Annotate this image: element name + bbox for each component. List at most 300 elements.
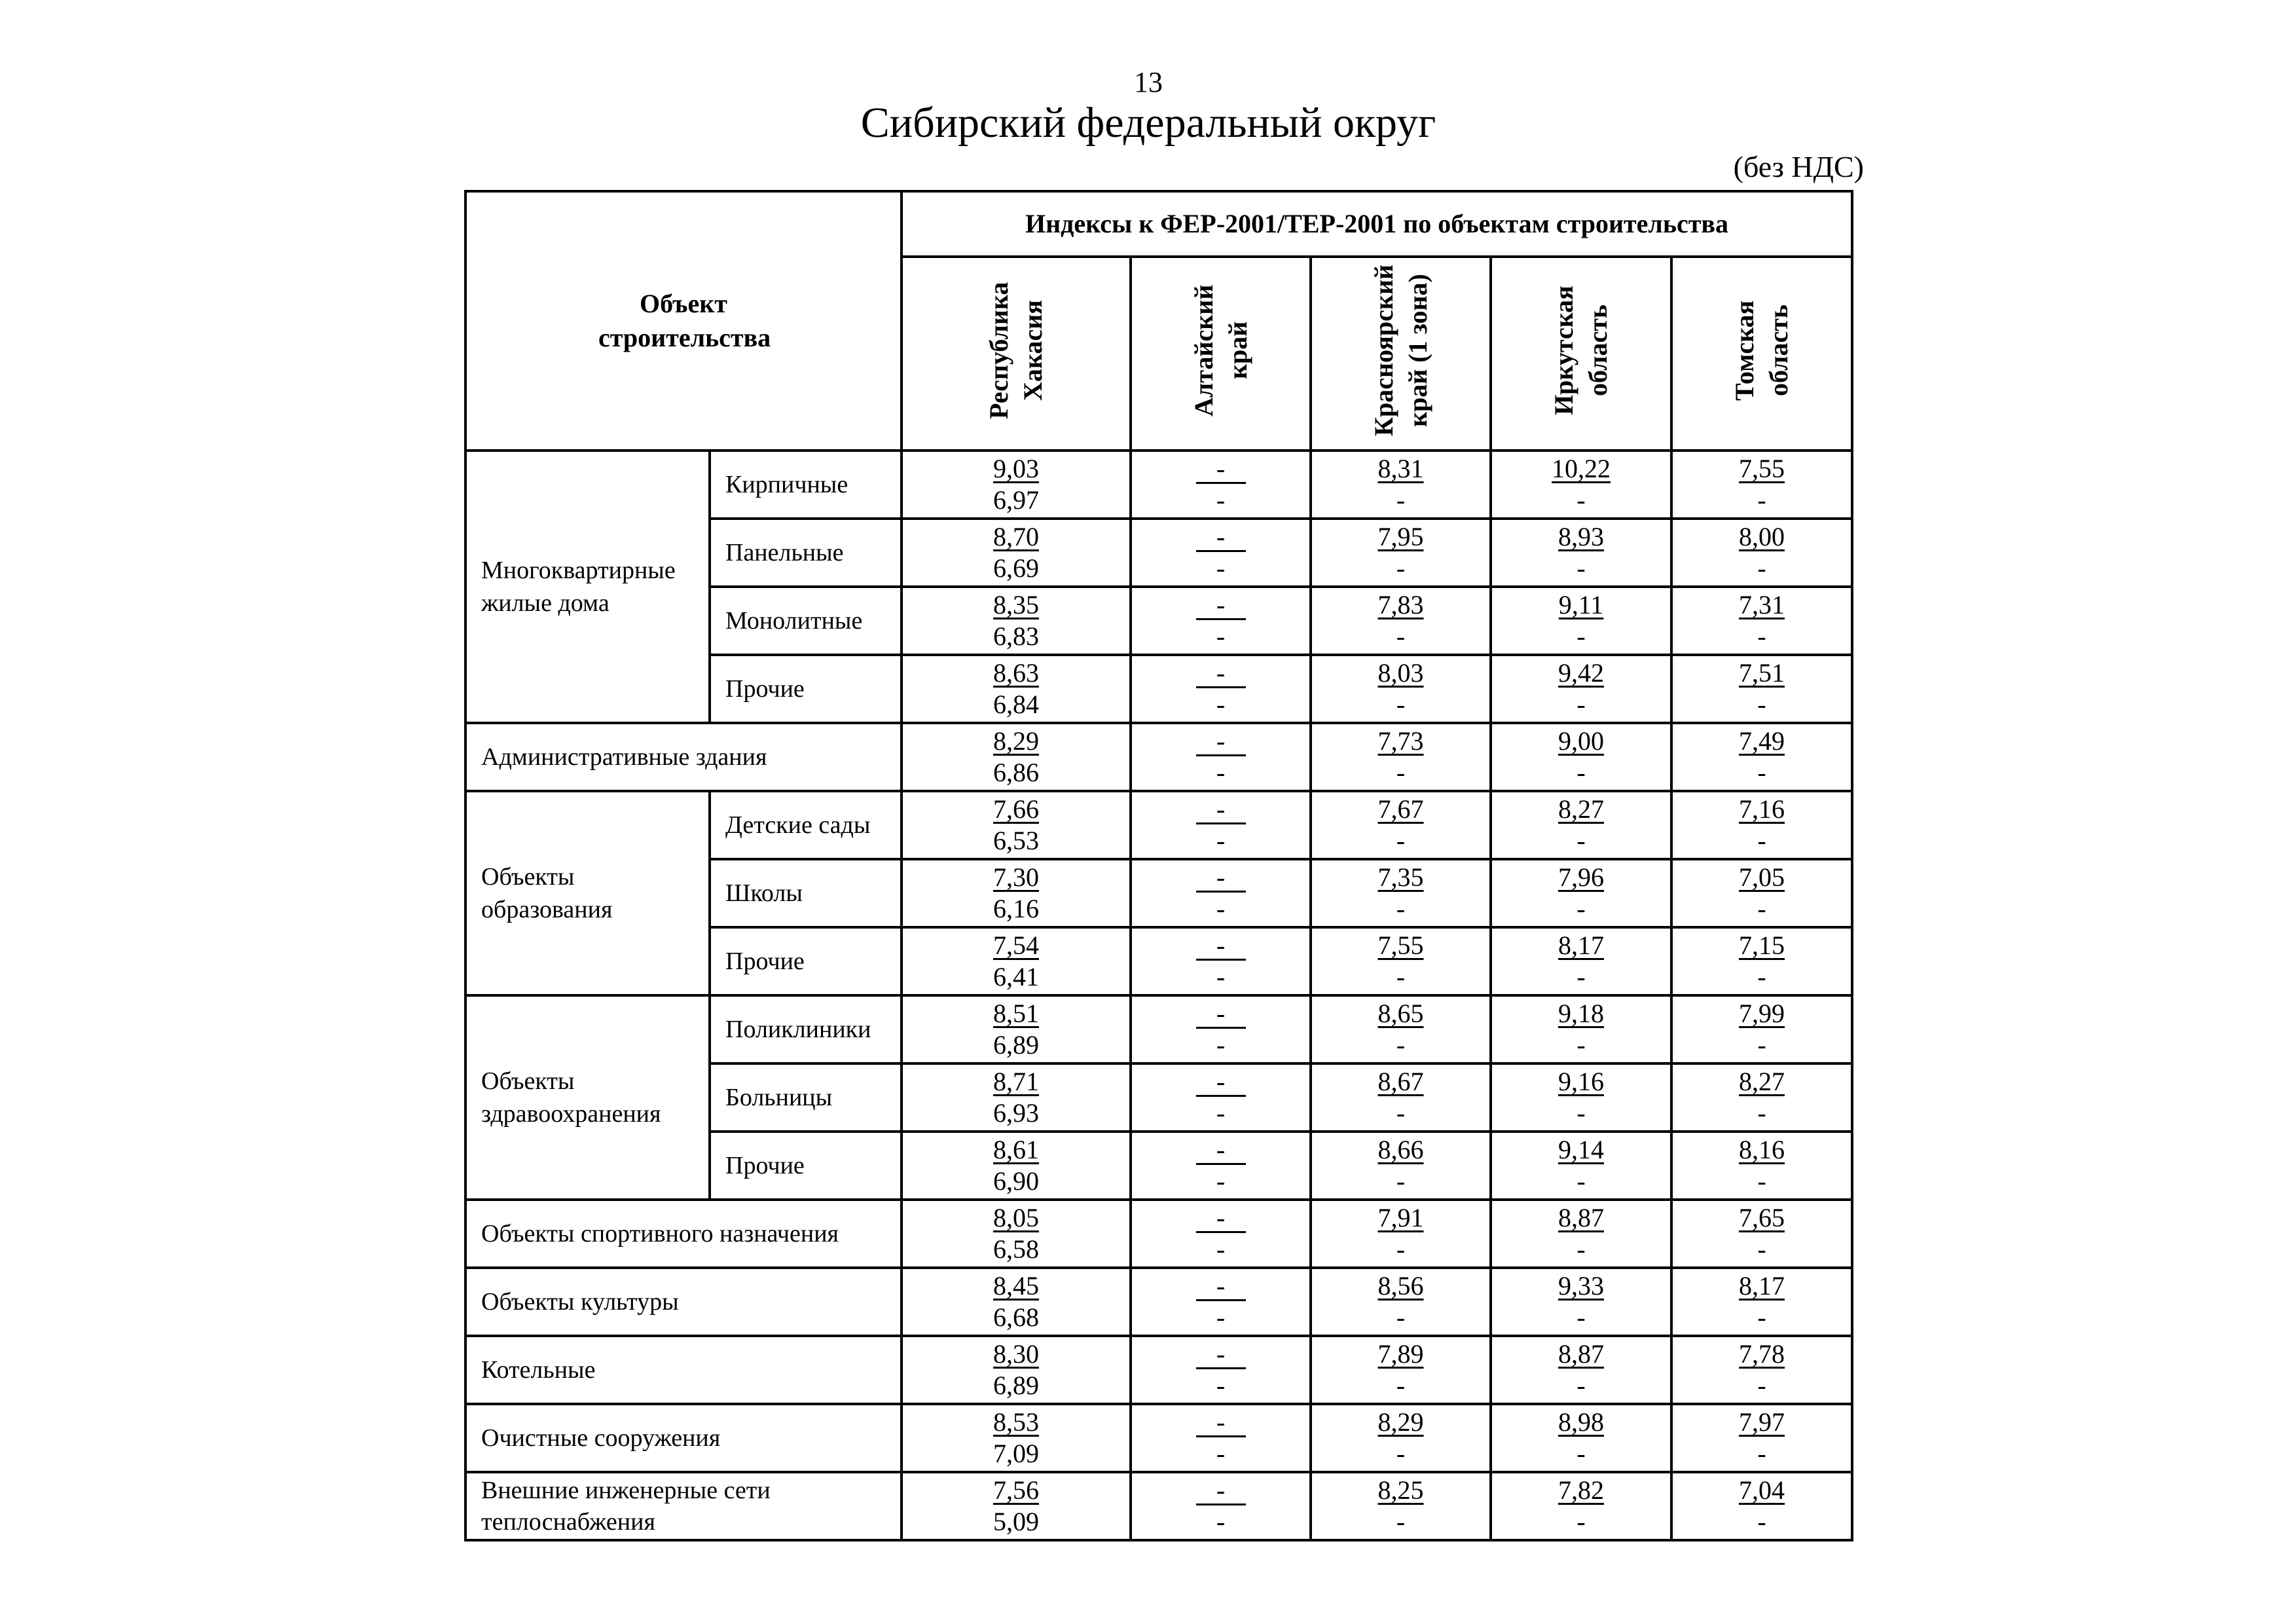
- object-header-text: Объект строительства: [598, 289, 771, 352]
- index-cell: [1491, 1063, 1671, 1132]
- index-ter-value: 6,90: [993, 1166, 1039, 1196]
- index-fer-value: [1492, 862, 1670, 893]
- index-cell: [1311, 723, 1491, 791]
- index-fer-text: -: [1196, 524, 1246, 552]
- index-ter-value: -: [1576, 1302, 1586, 1332]
- index-fer-value: [1312, 1202, 1489, 1234]
- index-fer-value: [1312, 862, 1489, 893]
- index-fer-text: 7,55: [1739, 454, 1785, 483]
- object-label: Внешние инженерные сети теплоснабжения: [465, 1472, 902, 1540]
- index-cell: [1671, 859, 1852, 927]
- index-cell: [1131, 791, 1311, 859]
- index-fer-text: 9,00: [1558, 726, 1604, 756]
- index-fer-value: [1492, 1475, 1670, 1506]
- index-fer-text: 7,31: [1739, 590, 1785, 619]
- index-fer-value: [1492, 589, 1670, 621]
- index-fer-text: 7,96: [1558, 862, 1604, 892]
- index-fer-value: [1492, 1270, 1670, 1302]
- index-fer-text: 8,29: [1377, 1407, 1424, 1437]
- index-fer-text: 7,95: [1377, 522, 1424, 551]
- index-fer-value: [903, 1407, 1129, 1438]
- table-row: [465, 1404, 1852, 1472]
- index-fer-value: [903, 1202, 1129, 1234]
- table-row: [465, 1336, 1852, 1404]
- index-cell: [1671, 655, 1852, 723]
- index-fer-value: [1312, 1066, 1489, 1098]
- index-cell: [1671, 587, 1852, 655]
- index-ter-value: 6,84: [993, 690, 1039, 719]
- index-fer-text: 9,14: [1558, 1135, 1604, 1164]
- index-ter-value: -: [1396, 621, 1406, 651]
- index-fer-text: 7,16: [1739, 794, 1785, 824]
- index-ter-value: -: [1576, 1439, 1586, 1468]
- index-ter-value: 6,89: [993, 1371, 1039, 1400]
- index-cell: [1671, 519, 1852, 587]
- index-cell: [1491, 519, 1671, 587]
- index-fer-text: 8,17: [1558, 931, 1604, 960]
- index-ter-value: -: [1396, 553, 1406, 583]
- index-fer-text: -: [1196, 1409, 1246, 1437]
- index-ter-value: -: [1396, 1507, 1406, 1536]
- index-fer-text: 8,53: [993, 1407, 1039, 1437]
- region-header: [902, 257, 1131, 451]
- index-cell: [1131, 1336, 1311, 1404]
- index-fer-text: -: [1196, 1273, 1246, 1301]
- index-fer-text: -: [1196, 1477, 1246, 1505]
- index-ter-value: -: [1757, 485, 1766, 515]
- index-fer-text: 7,56: [993, 1475, 1039, 1505]
- index-fer-text: 8,61: [993, 1135, 1039, 1164]
- index-fer-text: 8,87: [1558, 1339, 1604, 1369]
- index-ter-value: -: [1576, 894, 1586, 923]
- subgroup-label: Панельные: [710, 519, 902, 587]
- index-cell: [902, 1200, 1131, 1268]
- index-cell: [1491, 1268, 1671, 1336]
- index-fer-text: 7,05: [1739, 862, 1785, 892]
- index-cell: [1671, 927, 1852, 995]
- index-cell: [1311, 655, 1491, 723]
- index-fer-text: 7,78: [1739, 1339, 1785, 1369]
- index-fer-text: -: [1196, 1069, 1246, 1097]
- table-row: [465, 723, 1852, 791]
- index-cell: [902, 859, 1131, 927]
- index-fer-value: [1492, 521, 1670, 553]
- index-cell: [1311, 927, 1491, 995]
- index-fer-text: 7,55: [1377, 931, 1424, 960]
- subgroup-label: Прочие: [710, 927, 902, 995]
- index-cell: [902, 927, 1131, 995]
- index-fer-value: [1132, 998, 1309, 1029]
- index-ter-value: -: [1757, 1302, 1766, 1332]
- index-fer-text: 8,29: [993, 726, 1039, 756]
- index-fer-text: 7,51: [1739, 658, 1785, 688]
- index-cell: [1671, 995, 1852, 1063]
- index-fer-text: 7,97: [1739, 1407, 1785, 1437]
- index-ter-value: -: [1216, 1439, 1226, 1468]
- index-fer-text: 7,49: [1739, 726, 1785, 756]
- index-cell: [1131, 1472, 1311, 1540]
- index-ter-value: -: [1216, 621, 1226, 651]
- index-ter-value: -: [1216, 1302, 1226, 1332]
- index-ter-value: 5,09: [993, 1507, 1039, 1536]
- index-cell: [1491, 791, 1671, 859]
- index-ter-value: -: [1216, 1030, 1226, 1060]
- index-cell: [1491, 723, 1671, 791]
- index-fer-value: [1673, 453, 1851, 485]
- group-label: Объекты здравоохранения: [465, 995, 710, 1200]
- index-cell: [1671, 1404, 1852, 1472]
- index-cell: [1671, 1200, 1852, 1268]
- index-cell: [1131, 859, 1311, 927]
- index-cell: [1131, 995, 1311, 1063]
- object-header: [465, 191, 902, 451]
- index-ter-value: -: [1576, 553, 1586, 583]
- index-fer-value: [1673, 1475, 1851, 1506]
- index-ter-value: -: [1576, 1507, 1586, 1536]
- index-ter-value: 6,97: [993, 485, 1039, 515]
- index-ter-value: -: [1396, 1166, 1406, 1196]
- index-ter-value: -: [1576, 1166, 1586, 1196]
- index-fer-value: [1492, 930, 1670, 961]
- object-label: Административные здания: [465, 723, 902, 791]
- index-fer-value: [1132, 1475, 1309, 1506]
- index-ter-value: 6,86: [993, 758, 1039, 787]
- index-fer-text: 7,99: [1739, 999, 1785, 1028]
- index-cell: [1131, 587, 1311, 655]
- index-fer-value: [1132, 862, 1309, 893]
- index-ter-value: -: [1757, 621, 1766, 651]
- index-cell: [902, 791, 1131, 859]
- index-ter-value: -: [1216, 1371, 1226, 1400]
- index-fer-value: [1492, 1338, 1670, 1370]
- index-cell: [1311, 1404, 1491, 1472]
- index-fer-text: 8,93: [1558, 522, 1604, 551]
- index-fer-text: 8,51: [993, 999, 1039, 1028]
- index-fer-value: [1673, 657, 1851, 689]
- index-cell: [1311, 1472, 1491, 1540]
- index-ter-value: -: [1757, 1439, 1766, 1468]
- index-cell: [1491, 655, 1671, 723]
- index-ter-value: -: [1216, 1507, 1226, 1536]
- index-cell: [1131, 451, 1311, 519]
- index-ter-value: 6,68: [993, 1302, 1039, 1332]
- indices-header: Индексы к ФЕР-2001/ТЕР-2001 по объектам строительства: [902, 191, 1852, 257]
- index-fer-text: -: [1196, 660, 1246, 688]
- index-ter-value: -: [1396, 758, 1406, 787]
- index-fer-value: [1673, 862, 1851, 893]
- index-fer-text: -: [1196, 932, 1246, 961]
- index-fer-value: [1132, 930, 1309, 961]
- index-fer-value: [1312, 998, 1489, 1029]
- index-fer-value: [1132, 794, 1309, 825]
- index-cell: [1311, 791, 1491, 859]
- index-ter-value: -: [1757, 690, 1766, 719]
- index-fer-value: [1492, 453, 1670, 485]
- index-fer-text: 10,22: [1552, 454, 1611, 483]
- index-fer-text: 7,04: [1739, 1475, 1785, 1505]
- index-fer-value: [1673, 521, 1851, 553]
- index-fer-text: 8,05: [993, 1203, 1039, 1232]
- index-fer-text: 9,16: [1558, 1067, 1604, 1096]
- index-ter-value: 6,53: [993, 826, 1039, 855]
- index-cell: [1671, 1132, 1852, 1200]
- index-fer-value: [1492, 1202, 1670, 1234]
- index-ter-value: 6,16: [993, 894, 1039, 923]
- index-fer-value: [903, 726, 1129, 757]
- index-fer-text: 8,27: [1739, 1067, 1785, 1096]
- index-fer-text: 8,63: [993, 658, 1039, 688]
- index-cell: [1671, 1472, 1852, 1540]
- index-cell: [902, 451, 1131, 519]
- index-fer-value: [1132, 726, 1309, 757]
- index-cell: [1131, 655, 1311, 723]
- index-cell: [1491, 1336, 1671, 1404]
- subgroup-label: Поликлиники: [710, 995, 902, 1063]
- table-row: [465, 1200, 1852, 1268]
- index-cell: [902, 587, 1131, 655]
- index-fer-value: [1492, 1066, 1670, 1098]
- table-row: [465, 1472, 1852, 1540]
- index-cell: [1491, 587, 1671, 655]
- region-header-text: Алтайский край: [1188, 284, 1252, 416]
- index-ter-value: -: [1576, 758, 1586, 787]
- index-fer-value: [1312, 1270, 1489, 1302]
- index-fer-value: [1312, 453, 1489, 485]
- subgroup-label: Прочие: [710, 1132, 902, 1200]
- index-fer-value: [1132, 1270, 1309, 1302]
- index-ter-value: -: [1757, 1030, 1766, 1060]
- index-table: [464, 190, 1853, 1541]
- subgroup-label: Кирпичные: [710, 451, 902, 519]
- index-cell: [902, 723, 1131, 791]
- index-fer-text: 8,25: [1377, 1475, 1424, 1505]
- index-ter-value: -: [1757, 894, 1766, 923]
- index-ter-value: -: [1216, 690, 1226, 719]
- index-ter-value: 6,69: [993, 553, 1039, 583]
- index-fer-value: [1492, 657, 1670, 689]
- index-ter-value: -: [1396, 826, 1406, 855]
- index-cell: [1671, 1336, 1852, 1404]
- index-ter-value: -: [1396, 1371, 1406, 1400]
- index-cell: [1491, 451, 1671, 519]
- index-fer-value: [903, 794, 1129, 825]
- index-ter-value: 6,89: [993, 1030, 1039, 1060]
- index-cell: [1131, 1404, 1311, 1472]
- index-cell: [1311, 1268, 1491, 1336]
- index-cell: [1311, 519, 1491, 587]
- index-fer-value: [1312, 726, 1489, 757]
- index-fer-value: [1492, 998, 1670, 1029]
- subgroup-label: Прочие: [710, 655, 902, 723]
- object-label: Котельные: [465, 1336, 902, 1404]
- index-ter-value: -: [1576, 690, 1586, 719]
- object-label: Объекты культуры: [465, 1268, 902, 1336]
- index-fer-value: [1312, 657, 1489, 689]
- index-cell: [1311, 995, 1491, 1063]
- index-fer-value: [1132, 1066, 1309, 1098]
- index-fer-text: 8,98: [1558, 1407, 1604, 1437]
- index-ter-value: -: [1216, 1166, 1226, 1196]
- index-cell: [902, 995, 1131, 1063]
- index-fer-text: 8,45: [993, 1271, 1039, 1301]
- index-cell: [1491, 927, 1671, 995]
- index-ter-value: 7,09: [993, 1439, 1039, 1468]
- index-ter-value: -: [1576, 1098, 1586, 1128]
- index-fer-text: 8,35: [993, 590, 1039, 619]
- index-fer-value: [1132, 1202, 1309, 1234]
- index-fer-value: [1673, 794, 1851, 825]
- index-fer-value: [903, 998, 1129, 1029]
- index-cell: [1671, 1268, 1852, 1336]
- index-cell: [1491, 1404, 1671, 1472]
- index-ter-value: -: [1757, 1166, 1766, 1196]
- index-fer-value: [1673, 589, 1851, 621]
- region-header-text: Республика Хакасия: [984, 282, 1048, 419]
- table-row: [465, 451, 1852, 519]
- subgroup-label: Монолитные: [710, 587, 902, 655]
- index-ter-value: -: [1757, 553, 1766, 583]
- index-fer-text: 9,42: [1558, 658, 1604, 688]
- index-cell: [1491, 1132, 1671, 1200]
- index-fer-text: 7,66: [993, 794, 1039, 824]
- subgroup-label: Детские сады: [710, 791, 902, 859]
- index-cell: [902, 1268, 1131, 1336]
- index-cell: [1311, 451, 1491, 519]
- index-fer-text: 8,27: [1558, 794, 1604, 824]
- index-fer-text: 7,67: [1377, 794, 1424, 824]
- index-cell: [1311, 1200, 1491, 1268]
- index-fer-value: [1312, 1475, 1489, 1506]
- index-ter-value: -: [1396, 485, 1406, 515]
- index-fer-text: 8,56: [1377, 1271, 1424, 1301]
- index-fer-text: 8,65: [1377, 999, 1424, 1028]
- index-cell: [1311, 1063, 1491, 1132]
- index-fer-value: [903, 1338, 1129, 1370]
- index-cell: [1131, 1063, 1311, 1132]
- index-cell: [1671, 1063, 1852, 1132]
- index-fer-value: [903, 1134, 1129, 1166]
- index-fer-value: [903, 1270, 1129, 1302]
- index-fer-text: -: [1196, 728, 1246, 756]
- index-fer-value: [1673, 726, 1851, 757]
- page-number: 13: [1134, 66, 1163, 98]
- index-cell: [1131, 1268, 1311, 1336]
- index-fer-value: [1673, 1202, 1851, 1234]
- index-fer-value: [903, 657, 1129, 689]
- index-fer-value: [1312, 930, 1489, 961]
- index-cell: [902, 1472, 1131, 1540]
- index-ter-value: -: [1757, 962, 1766, 991]
- index-fer-text: 8,71: [993, 1067, 1039, 1096]
- index-fer-value: [1492, 794, 1670, 825]
- index-ter-value: -: [1576, 962, 1586, 991]
- object-label: Объекты спортивного назначения: [465, 1200, 902, 1268]
- index-ter-value: 6,83: [993, 621, 1039, 651]
- subgroup-label: Школы: [710, 859, 902, 927]
- region-header-text: Томская область: [1730, 300, 1793, 401]
- index-ter-value: -: [1576, 1371, 1586, 1400]
- group-label: Объекты образования: [465, 791, 710, 995]
- index-ter-value: -: [1396, 962, 1406, 991]
- index-fer-value: [1492, 726, 1670, 757]
- index-ter-value: 6,41: [993, 962, 1039, 991]
- index-fer-text: 7,83: [1377, 590, 1424, 619]
- page-title: Сибирский федеральный округ: [860, 99, 1436, 147]
- index-cell: [1311, 1132, 1491, 1200]
- index-fer-text: -: [1196, 864, 1246, 893]
- index-fer-text: -: [1196, 1001, 1246, 1029]
- index-fer-value: [1492, 1407, 1670, 1438]
- index-fer-value: [1132, 1338, 1309, 1370]
- table-row: [465, 791, 1852, 859]
- index-fer-value: [1132, 453, 1309, 485]
- index-cell: [1131, 519, 1311, 587]
- index-cell: [1491, 995, 1671, 1063]
- index-ter-value: -: [1576, 621, 1586, 651]
- index-cell: [1311, 587, 1491, 655]
- index-cell: [1311, 859, 1491, 927]
- index-ter-value: -: [1216, 962, 1226, 991]
- index-fer-text: 9,11: [1558, 590, 1604, 619]
- index-fer-text: 8,30: [993, 1339, 1039, 1369]
- index-fer-text: 7,15: [1739, 931, 1785, 960]
- index-ter-value: -: [1216, 894, 1226, 923]
- index-fer-value: [1132, 1134, 1309, 1166]
- index-fer-text: -: [1196, 796, 1246, 824]
- index-fer-text: 7,89: [1377, 1339, 1424, 1369]
- index-fer-text: -: [1196, 1137, 1246, 1165]
- index-fer-text: -: [1196, 1205, 1246, 1233]
- index-cell: [1491, 1200, 1671, 1268]
- index-fer-text: -: [1196, 456, 1246, 484]
- index-fer-value: [1132, 657, 1309, 689]
- region-header: [1131, 257, 1311, 451]
- index-ter-value: -: [1216, 1098, 1226, 1128]
- index-cell: [902, 1063, 1131, 1132]
- index-fer-value: [903, 589, 1129, 621]
- index-fer-value: [1673, 1066, 1851, 1098]
- index-ter-value: -: [1757, 758, 1766, 787]
- index-fer-value: [1132, 589, 1309, 621]
- subgroup-label: Больницы: [710, 1063, 902, 1132]
- index-fer-value: [1492, 1134, 1670, 1166]
- index-fer-text: 7,54: [993, 931, 1039, 960]
- index-fer-text: 9,18: [1558, 999, 1604, 1028]
- index-fer-value: [903, 1066, 1129, 1098]
- index-fer-value: [1673, 1134, 1851, 1166]
- index-fer-text: 9,03: [993, 454, 1039, 483]
- index-fer-value: [1312, 521, 1489, 553]
- index-ter-value: -: [1576, 1234, 1586, 1264]
- index-ter-value: -: [1576, 485, 1586, 515]
- index-cell: [902, 519, 1131, 587]
- index-fer-value: [1673, 1407, 1851, 1438]
- index-fer-value: [1312, 1134, 1489, 1166]
- index-ter-value: -: [1216, 758, 1226, 787]
- index-fer-text: 8,00: [1739, 522, 1785, 551]
- index-cell: [1491, 1472, 1671, 1540]
- index-fer-text: 8,31: [1377, 454, 1424, 483]
- index-fer-value: [903, 521, 1129, 553]
- index-fer-value: [1132, 1407, 1309, 1438]
- index-ter-value: -: [1396, 1098, 1406, 1128]
- index-ter-value: -: [1757, 1507, 1766, 1536]
- index-fer-text: 7,65: [1739, 1203, 1785, 1232]
- group-label: Многоквартирные жилые дома: [465, 451, 710, 723]
- index-fer-value: [903, 1475, 1129, 1506]
- index-fer-value: [1132, 521, 1309, 553]
- index-fer-text: -: [1196, 592, 1246, 620]
